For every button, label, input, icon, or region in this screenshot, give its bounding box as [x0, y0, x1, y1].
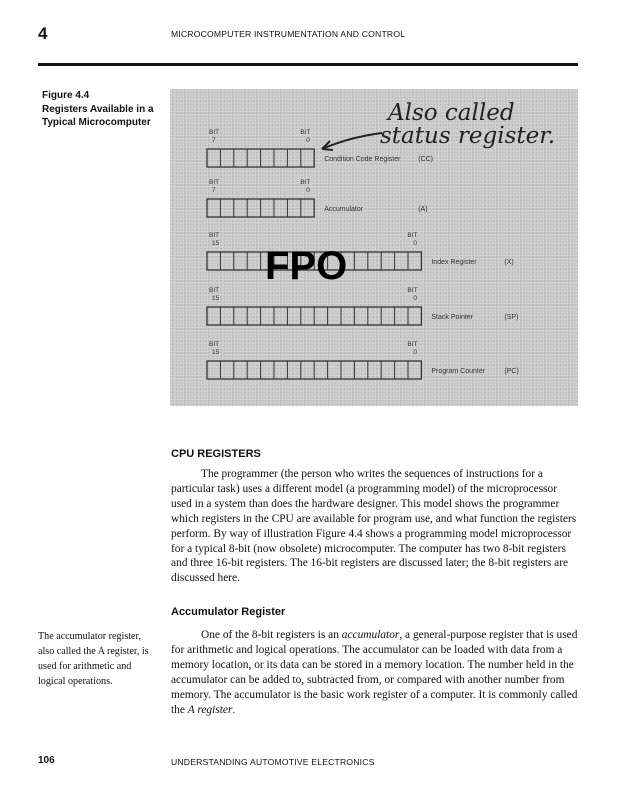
bit-low-number: 0 [306, 187, 310, 194]
bit-word-low: BIT [407, 341, 418, 348]
annotation-line2: status register. [380, 123, 556, 149]
register-name: Stack Pointer [431, 314, 474, 321]
bit-word-low: BIT [300, 179, 311, 186]
bit-word-high: BIT [209, 232, 220, 239]
figure-caption-number: Figure 4.4 [42, 90, 90, 101]
bit-low-number: 0 [413, 295, 418, 302]
figure-caption-text: Registers Available in a Typical Microcomputer [42, 103, 154, 128]
register-abbr: (CC) [418, 156, 433, 163]
register-abbr: (PC) [504, 368, 519, 375]
accumulator-paragraph [171, 628, 578, 717]
register-name: Accumulator [324, 206, 364, 213]
register-row [207, 149, 314, 167]
chapter-number: 4 [38, 24, 48, 43]
margin-note: The accumulator register, also called the A register, is used for arithmetic and logical operations. [38, 631, 149, 687]
register-figure [170, 89, 578, 406]
bit-word-high: BIT [209, 341, 220, 348]
header-rule [38, 63, 578, 66]
bit-word-low: BIT [300, 129, 311, 136]
cpu-registers-heading: CPU REGISTERS [171, 448, 261, 460]
bit-high-number: 15 [212, 295, 220, 302]
register-abbr: (SP) [504, 314, 519, 321]
annotation-line1: Also called [388, 100, 515, 126]
bit-high-number: 7 [212, 137, 216, 144]
bit-high-number: 15 [212, 240, 220, 247]
bit-low-number: 0 [306, 137, 310, 144]
running-footer-title: UNDERSTANDING AUTOMOTIVE ELECTRONICS [171, 757, 375, 767]
register-row [207, 307, 421, 325]
acc-text-end: . [232, 703, 236, 716]
register-name: Program Counter [431, 368, 486, 375]
running-header-title: MICROCOMPUTER INSTRUMENTATION AND CONTROL [171, 29, 406, 39]
register-row [207, 361, 421, 379]
register-abbr: (X) [504, 259, 514, 266]
bit-word-low: BIT [407, 287, 418, 294]
bit-high-number: 7 [212, 187, 216, 194]
accumulator-heading: Accumulator Register [171, 606, 286, 618]
bit-word-high: BIT [209, 287, 220, 294]
bit-low-number: 0 [413, 349, 418, 356]
acc-text-middle: , a general-purpose register that is used for arithmetic and logical operations. The accumulator can be loaded with data from a memory location, or its data can be stored in a memory location. The number held in the accumulator can be added to, subtracted from, or compared with another number from memory. The accumulator is the basic work register of a computer. It is commonly called the [171, 629, 578, 716]
register-row [207, 199, 314, 217]
register-name: Index Register [431, 259, 477, 266]
register-diagram [170, 89, 578, 406]
cpu-registers-paragraph: The programmer (the person who writes the sequences of instructions for a particular task) uses a different model (a programming model) of the microprocessor used in a system than does the hardware designer. This model shows the programmer which registers in the CPU are available for program use, and what function the registers perform. By way of illustration Figure 4.4 shows a programming model microprocessor for a typical 8-bit (now obsolete) microcomputer. The computer has two 8-bit registers and three 16-bit registers. The 16-bit registers are discussed later; the 8-bit registers are discussed here. [171, 468, 577, 585]
acc-text-start: One of the 8-bit registers is an [201, 629, 342, 641]
figure-caption [42, 89, 162, 130]
bit-word-low: BIT [407, 232, 418, 239]
bit-low-number: 0 [413, 240, 418, 247]
register-name: Condition Code Register [324, 156, 401, 163]
register-abbr: (A) [418, 206, 428, 213]
bit-word-high: BIT [209, 129, 220, 136]
fpo-placeholder: FPO [265, 244, 348, 288]
bit-word-high: BIT [209, 179, 220, 186]
annotation-arrow-icon [322, 133, 382, 149]
acc-term: accumulator [341, 629, 400, 641]
acc-term-a-register: A register [187, 703, 233, 716]
bit-high-number: 15 [212, 349, 220, 356]
page-number: 106 [38, 755, 55, 766]
